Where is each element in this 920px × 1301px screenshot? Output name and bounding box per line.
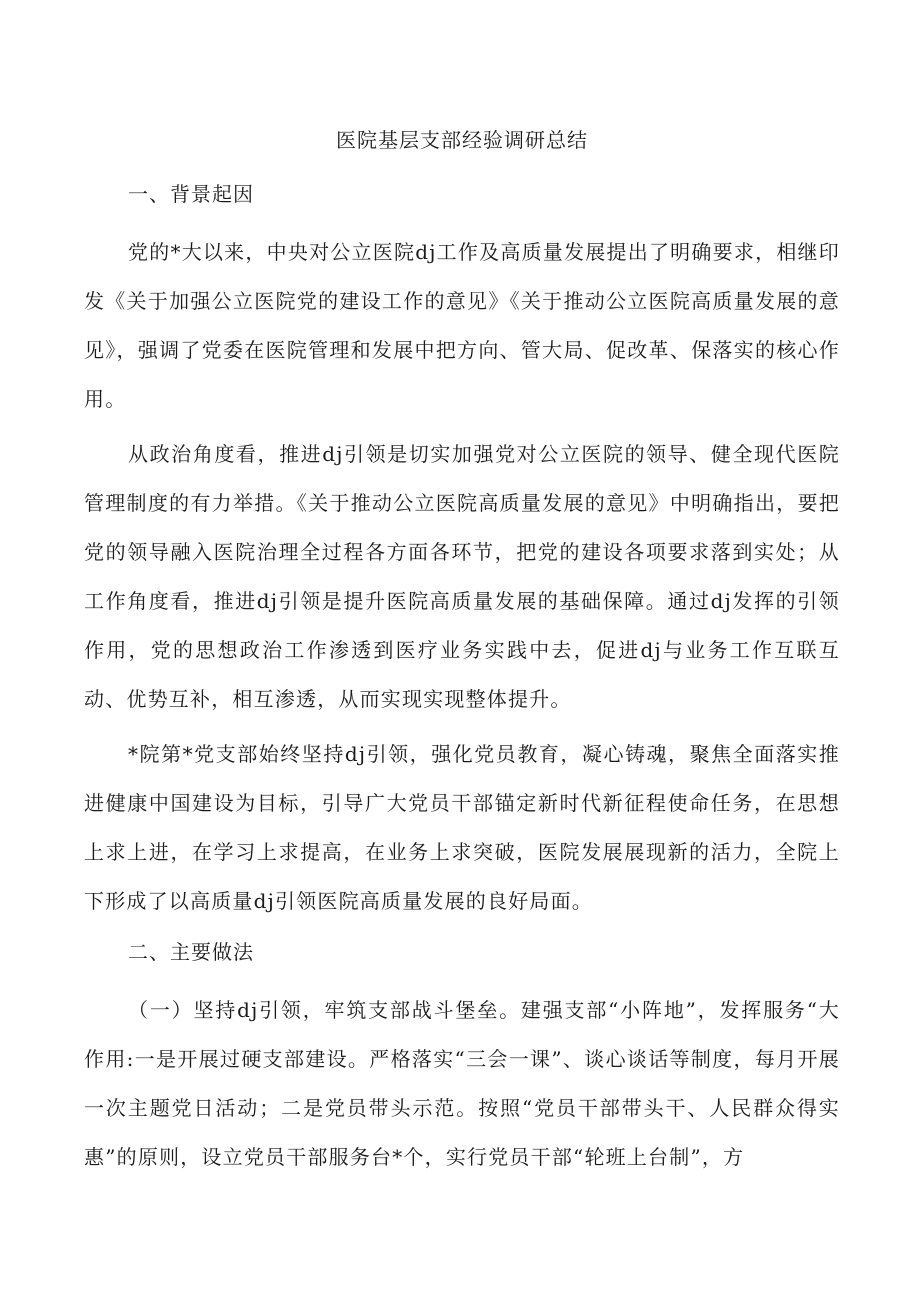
document-title: 医院基层支部经验调研总结 — [336, 128, 588, 152]
document-page — [84, 120, 840, 1188]
paragraph-background-1: 党的*大以来，中央对公立医院dj工作及高质量发展提出了明确要求，相继印发《关于加强公立医院党的建设工作的意见》《关于推动公立医院高质量发展的意见》，强调了党委在医院管理和发展中把方向、管大局、促改革、保落实的核心作用。 — [84, 240, 840, 411]
section-heading-main-practices: 二、主要做法 — [128, 940, 254, 964]
paragraph-background-3: *院第*党支部始终坚持dj引领，强化党员教育，凝心铸魂，聚焦全面落实推进健康中国建设为目标，引导广大党员干部锚定新时代新征程使命任务，在思想上求上进，在学习上求提高，在业务上求突破，医院发展展现新的活力，全院上下形成了以高质量dj引领医院高质量发展的良好局面。 — [84, 742, 840, 913]
paragraph-main-practices-1: （一）坚持dj引领，牢筑支部战斗堡垒。建强支部“小阵地”，发挥服务“大作用:一是开展过硬支部建设。严格落实“三会一课”、谈心谈话等制度，每月开展一次主题党日活动；二是党员带头示范。按照“党员干部带头干、人民群众得实惠”的原则，设立党员干部服务台*个，实行党员干部“轮班上台制”，方 — [84, 998, 840, 1169]
paragraph-background-2: 从政治角度看，推进dj引领是切实加强党对公立医院的领导、健全现代医院管理制度的有力举措。《关于推动公立医院高质量发展的意见》中明确指出，要把党的领导融入医院治理全过程各方面各环节，把党的建设各项要求落到实处；从工作角度看，推进dj引领是提升医院高质量发展的基础保障。通过dj发挥的引领作用，党的思想政治工作渗透到医疗业务实践中去，促进dj与业务工作互联互动、优势互补，相互渗透，从而实现实现整体提升。 — [84, 442, 840, 711]
section-heading-background: 一、背景起因 — [128, 182, 254, 206]
